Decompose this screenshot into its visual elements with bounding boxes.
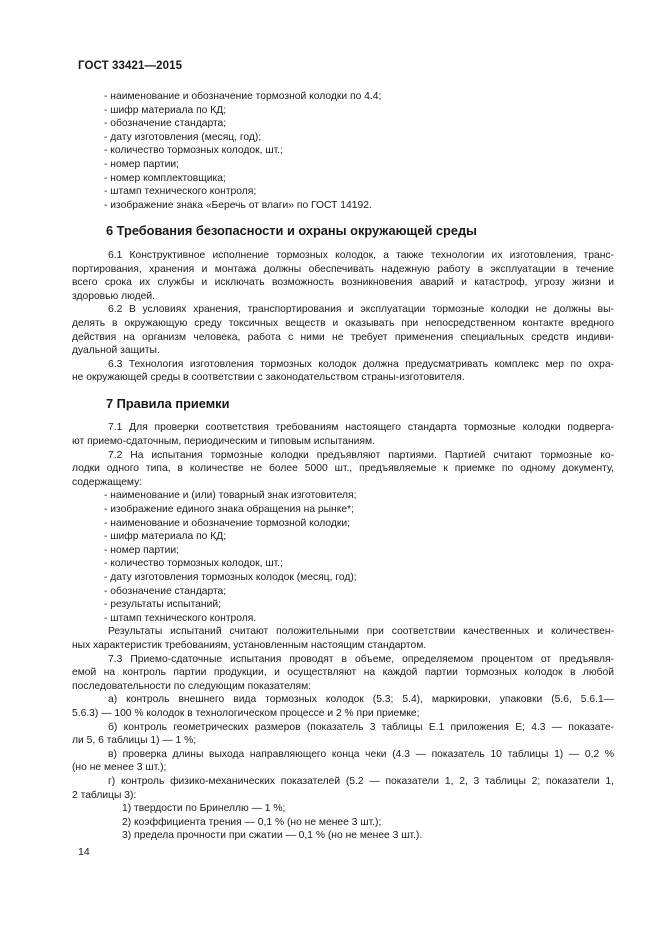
- list-item: - номер партии;: [104, 158, 179, 170]
- text-line: 6.3 Технология изготовления тормозных колодок должна предусматривать комплекс мер по охра-: [108, 358, 614, 370]
- text-line: 6.1 Конструктивное исполнение тормозных колодок, а также технологии их изготовления, транс-: [108, 249, 614, 261]
- text-line: действия на организм человека, работа с ними не требует применения специальных средств индиви-: [72, 331, 614, 343]
- text-line: в) проверка длины выхода направляющего конца чеки (4.3 — показатель 10 таблицы 1) — 0,2 %: [108, 748, 614, 760]
- item-g: [72, 775, 614, 802]
- text-line: последовательности по следующим показателям:: [72, 680, 312, 692]
- item-v: [72, 748, 614, 775]
- paragraph-7-1: [72, 421, 614, 448]
- list-item: - изображение знака «Беречь от влаги» по ГОСТ 14192.: [104, 199, 372, 211]
- list-item: - шифр материала по КД;: [104, 531, 227, 543]
- paragraph-7-3: [72, 653, 614, 694]
- sub-item: 2) коэффициента трения — 0,1 % (но не менее 3 шт.);: [122, 816, 382, 828]
- item-b: [72, 721, 614, 748]
- text-line: здоровью людей.: [72, 290, 155, 302]
- text-line: 7.2 На испытания тормозные колодки предъявляют партиями. Партией считают тормозные ко-: [108, 449, 614, 461]
- list-item: - обозначение стандарта;: [104, 118, 227, 130]
- text-line: емой на контроль партии продукции, и осуществляют на каждой партии тормозных колодок в любой: [72, 667, 614, 679]
- text-line: не окружающей среды в соответствии с законодательством страны-изготовителя.: [72, 372, 465, 384]
- text-line: б) контроль геометрических размеров (показатель 3 таблицы Е.1 приложения Е; 4.3 — показате-: [108, 721, 614, 733]
- text-line: делять в окружающую среду токсичных веществ и оказывать при непосредственном контакте вредного: [72, 317, 614, 329]
- list-item: - дату изготовления (месяц, год);: [104, 131, 262, 143]
- text-line: содержащему:: [72, 476, 143, 488]
- list-item: - дату изготовления тормозных колодок (месяц, год);: [104, 572, 357, 583]
- list-item: - наименование и (или) товарный знак изготовителя;: [104, 490, 357, 502]
- text-line: 5.6.3) — 100 % колодок в технологическом процессе и 2 % при приемке;: [72, 707, 420, 719]
- document-header: ГОСТ 33421—2015: [78, 60, 183, 72]
- page-number: 14: [78, 846, 90, 858]
- page-content: [72, 90, 614, 843]
- text-line: лодки одного типа, в количестве не более 5000 шт., предъявляемые к приемке по одному документу,: [72, 463, 614, 475]
- section-6-heading: 6 Требования безопасности и охраны окружающей среды: [106, 223, 477, 239]
- sub-item: 3) предела прочности при сжатии — 0,1 % (но не менее 3 шт.).: [122, 830, 423, 842]
- paragraph-6-3: [72, 358, 614, 385]
- text-line: ли 5, 6 таблицы 1) — 1 %;: [72, 735, 197, 747]
- list-item: - штамп технического контроля;: [104, 186, 257, 198]
- item-a: [72, 693, 614, 720]
- paragraph-6-2: [72, 303, 614, 357]
- text-line: портирования, хранения и монтажа должны обеспечивать надежную работу в эксплуатации в течение: [72, 263, 614, 275]
- text-line: всего срока их службы и исключать возможность возникновения аварий и катастроф, угрозу жизни и: [72, 277, 614, 289]
- sub-items: [90, 802, 614, 843]
- list-item: - шифр материала по КД;: [104, 104, 227, 116]
- text-line: ют приемо-сдаточным, периодическим и типовым испытаниям.: [72, 436, 375, 448]
- list-item: - количество тормозных колодок, шт.;: [104, 145, 283, 157]
- list-item: - результаты испытаний;: [104, 599, 221, 611]
- list-item: - номер партии;: [104, 544, 179, 556]
- paragraph-6-1: [72, 249, 614, 303]
- text-line: 6.2 В условиях хранения, транспортирования и эксплуатации тормозные колодки не должны вы-: [108, 304, 614, 316]
- text-line: (но не менее 3 шт.);: [72, 762, 167, 774]
- list-item: - количество тормозных колодок, шт.;: [104, 558, 283, 570]
- text-line: г) контроль физико-механических показателей (5.2 — показатели 1, 2, 3 таблицы 2; показатели 1,: [108, 775, 614, 787]
- text-line: 2 таблицы 3):: [72, 789, 137, 801]
- list-item: - штамп технического контроля.: [104, 612, 257, 624]
- list-item: - номер комплектовщика;: [104, 172, 226, 184]
- list-item: - изображение единого знака обращения на рынке*;: [104, 504, 354, 516]
- text-line: 7.3 Приемо-сдаточные испытания проводят в объеме, определяемом процентом от предъявля-: [108, 653, 614, 665]
- text-line: Результаты испытаний считают положительными при соответствии качественных и количествен-: [108, 626, 614, 638]
- list-item: - обозначение стандарта;: [104, 585, 227, 597]
- section-7-heading: 7 Правила приемки: [106, 395, 230, 411]
- marking-list: [90, 90, 614, 212]
- text-line: 7.1 Для проверки соответствия требованиям настоящего стандарта тормозные колодки подверга-: [108, 422, 614, 434]
- paragraph-7-2: [72, 449, 614, 490]
- text-line: а) контроль внешнего вида тормозных колодок (5.3; 5.4), маркировки, упаковки (5.6, 5.6.1—: [108, 694, 614, 706]
- text-line: дуальной защиты.: [72, 345, 160, 357]
- list-item: - наименование и обозначение тормозной колодки по 4.4;: [104, 91, 382, 102]
- batch-document-list: [90, 489, 614, 625]
- paragraph-results: [72, 625, 614, 652]
- text-line: ных характеристик требованиям, установленным настоящим стандартом.: [72, 639, 427, 651]
- list-item: - наименование и обозначение тормозной колодки;: [104, 517, 351, 529]
- sub-item: 1) твердости по Бринеллю — 1 %;: [122, 803, 286, 815]
